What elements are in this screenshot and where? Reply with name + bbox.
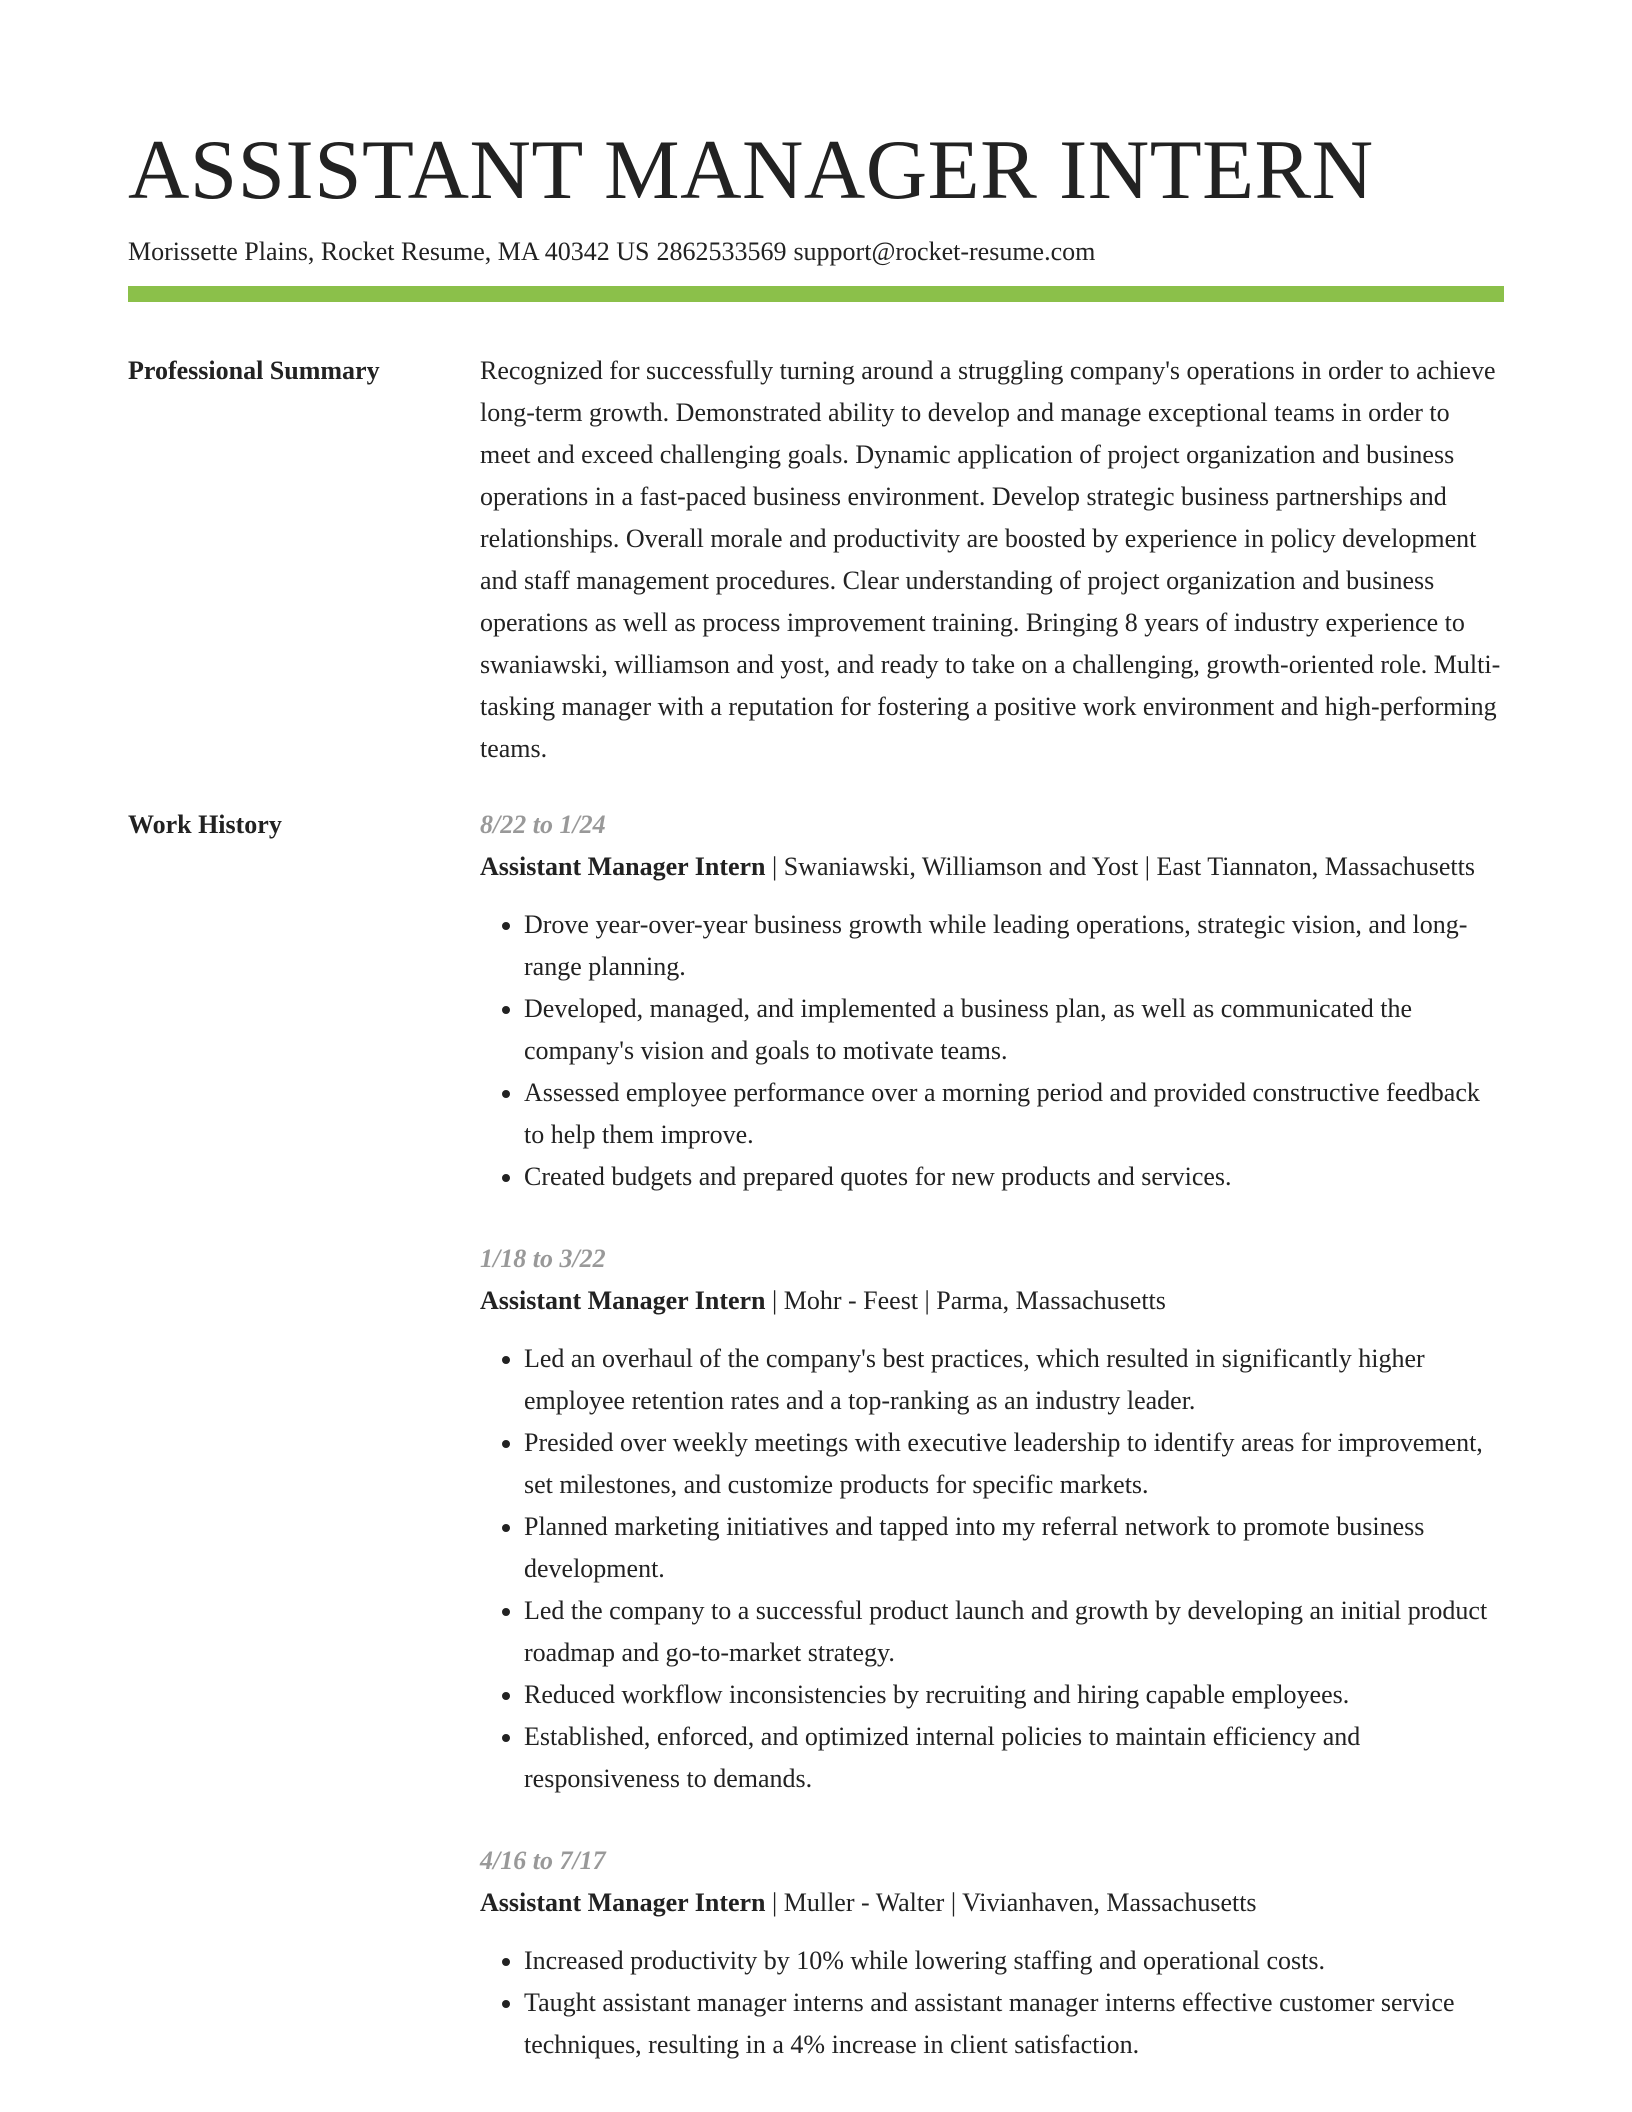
job-title: Assistant Manager Intern [480,1888,766,1917]
job-bullet: • Led an overhaul of the company's best practices, which resulted in significantly higher employee retention rates and a top-ranking as an industry leader. [524,1338,1504,1422]
work-history-body [480,804,1504,2066]
job-title: Assistant Manager Intern [480,852,766,881]
job-bullet-list [480,1338,1504,1800]
job-bullet: • Presided over weekly meetings with executive leadership to identify areas for improvement, set milestones, and customize products for specific markets. [524,1422,1504,1506]
job-details: | Swaniawski, Williamson and Yost | East Tiannaton, Massachusetts [765,852,1475,881]
job-dates: 1/18 to 3/22 [480,1244,606,1273]
job-bullet: • Developed, managed, and implemented a business plan, as well as communicated the company's vision and goals to motivate teams. [524,988,1504,1072]
contact-email: support@rocket-resume.com [793,237,1096,266]
contact-line [128,234,1504,270]
work-history-heading: Work History [128,810,282,839]
job-bullet: • Increased productivity by 10% while lowering staffing and operational costs. [524,1940,1504,1982]
job-bullet: • Created budgets and prepared quotes for new products and services. [524,1156,1504,1198]
summary-body [480,350,1504,770]
contact-address: Morissette Plains, Rocket Resume, MA 40342 US [128,237,650,266]
candidate-name: ASSISTANT MANAGER INTERN [128,123,1374,217]
summary-text: Recognized for successfully turning around a struggling company's operations in order to achieve long-term growth. Demonstrated ability to develop and manage exceptional teams in order to meet and exceed challenging goals. Dynamic application of project organization and business operations in a fast-paced business environment. Develop strategic business partnerships and relationships. Overall morale and productivity are boosted by experience in policy development and staff management procedures. Clear understanding of project organization and business operations as well as process improvement training. Bringing 8 years of industry experience to swaniawski, williamson and yost, and ready to take on a challenging, growth-oriented role. Multi-tasking manager with a reputation for fostering a positive work environment and high-performing teams. [480,356,1501,763]
job-dates: 4/16 to 7/17 [480,1846,606,1875]
job-bullet: • Led the company to a successful product launch and growth by developing an initial product roadmap and go-to-market strategy. [524,1590,1504,1674]
job-entry [480,804,1504,1198]
job-entry [480,1840,1504,2066]
job-title: Assistant Manager Intern [480,1286,766,1315]
job-entry [480,1238,1504,1800]
job-bullet-list [480,904,1504,1198]
job-details: | Mohr - Feest | Parma, Massachusetts [765,1286,1166,1315]
job-bullet-list [480,1940,1504,2066]
job-heading [480,846,1504,888]
resume-page [128,118,1504,2066]
job-dates: 8/22 to 1/24 [480,810,606,839]
contact-phone: 2862533569 [656,237,787,266]
job-heading [480,1280,1504,1322]
job-details: | Muller - Walter | Vivianhaven, Massachusetts [765,1888,1257,1917]
summary-section [128,350,1504,770]
job-bullet: • Reduced workflow inconsistencies by recruiting and hiring capable employees. [524,1674,1504,1716]
job-heading [480,1882,1504,1924]
job-bullet: • Established, enforced, and optimized internal policies to maintain efficiency and responsiveness to demands. [524,1716,1504,1800]
job-bullet: • Drove year-over-year business growth while leading operations, strategic vision, and long-range planning. [524,904,1504,988]
job-bullet: • Assessed employee performance over a morning period and provided constructive feedback to help them improve. [524,1072,1504,1156]
accent-divider [128,286,1504,302]
job-bullet: • Taught assistant manager interns and assistant manager interns effective customer service techniques, resulting in a 4% increase in client satisfaction. [524,1982,1504,2066]
work-history-section [128,804,1504,2066]
summary-heading: Professional Summary [128,356,380,385]
job-bullet: • Planned marketing initiatives and tapped into my referral network to promote business development. [524,1506,1504,1590]
